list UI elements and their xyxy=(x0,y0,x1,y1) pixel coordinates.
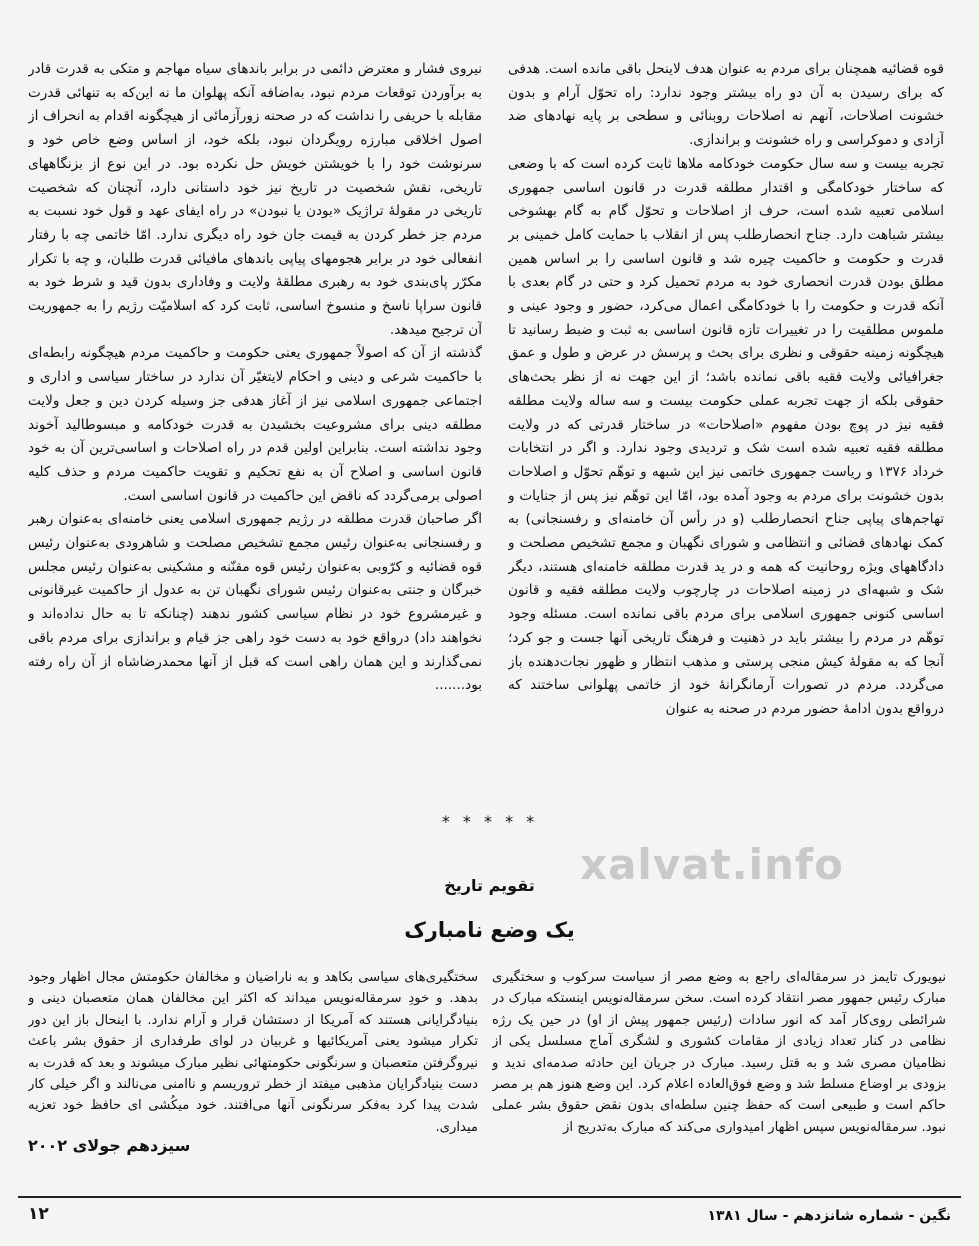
section-column-right: نیویورک تایمز در سرمقاله‌ای راجع به وضع مصر از سیاست سرکوب و سختگیری مبارک رئیس جمهور مصر انتقاد کرده است. سخن سرمقاله‌نویس اینستکه مبارک در شرائطی روی‌کار آمد که انور سادات (رئیس جمهور پیش از او) در حین یک رژه نظامی در کنار تعداد زیادی از مقامات کشوری و لشگری آماج مسلسل یکی از نظامیان مصری شد و به قتل رسید. مبارک در جریان این حادثه صدمه‌ای ندید و بزودی بر اوضاع مسلط شد و وضع فوق‌العاده اعلام کرد. این وضع هنوز هم بر مصر حاکم است و طبیعی است که حفظ چنین سلطه‌ای بدون نقض حقوق بشر عملی نبود. سرمقاله‌نویس سپس اظهار امیدواری می‌کند که مبارک به‌تدریج از xyxy=(492,970,946,1135)
section-headline: یک وضع نامبارک xyxy=(404,918,575,942)
section-column-left: سختگیری‌های سیاسی بکاهد و به ناراضیان و مخالفان حکومتش مجال اظهار وجود بدهد. و خودِ سرمقاله‌نویس میداند که اکثر این مخالفان همان متعصبان دینی و بنیادگرایانی هستند که آمریکا از دستشان قرار و آرام ندارد. با اینحال باز این دور تکرار میشود یعنی آمریکائیها و غربیان در لوای طرفداری از حقوق بشر باعث نیروگرفتن متعصبان و سرنگونی حکومتهائی نظیر مبارک میشوند و بعد که قدرت به دست بنیادگرایان مذهبی میفتد از خطر تروریسم و ناامنی می‌نالند و اگر خیلی کار شدت پیدا کرد به‌فکر سرنگونی آنها می‌افتند. خود میکُشی ای حافظ خود تعزیه میداری. xyxy=(28,970,478,1135)
paragraph: قوه قضائیه همچنان برای مردم به عنوان هدف لاینحل باقی مانده است. هدفی که برای رسیدن به آن دو راه بیشتر وجود ندارد: راه تحوّل آرام و بدون خشونت اصلاحات، آنهم نه اصلاحات روبنائی و سطحی بر پایه نهادهای ضد آزادی و دموکراسی و راه خشونت و براندازی. xyxy=(508,61,944,149)
section-separator: * * * * * xyxy=(441,812,539,831)
section-kicker: تقویم تاریخ xyxy=(444,876,535,895)
paragraph: گذشته از آن که اصولاً جمهوری یعنی حکومت و حاکمیت مردم هیچگونه رابطه‌ای با حاکمیت شرعی و دینی و احکام لایتغیّر آن ندارد در ساختار سیاسی و اداری و اجتماعی جمهوری اسلامی نیز از آغاز هدفی جز وسیله کردن دین و جعل ولایت مطلقه دینی برای مشروعیت بخشیدن به قدرت خودکامه و مبسوطالید آخوند وجود نداشته است. بنابراین اولین قدم در راه اصلاحات و اساسی‌ترین آن به خود قانون اساسی و اصلاح آن به نفع تحکیم و تقویت حاکمیت مردم و حذف کلیه اصولی برمی‌گردد که ناقض این حاکمیت در قانون اساسی است. xyxy=(28,345,482,504)
paragraph: نیروی فشار و معترض دائمی در برابر باندهای سیاه مهاجم و متکی به قدرت قادر به برآوردن توقعات مردم نبود، به‌اضافه آنکه پهلوان ما نه این‌که به تنهائی قدرت مقابله با حریفی را نداشت که در صحنه زورآزمائی از هیچگونه اقدام به انحراف از اصول اخلاقی مبارزه رویگردان نبود، بلکه خود، از اساس وضع خاص خود و سرنوشت خود را با خویشتن خویش حل نکرده بود. در این نوع از بزنگاههای تاریخی، نقش شخصیت در تاریخ نیز خود داستانی دارد، آنچنان که شخصیت تاریخی در مقولهٔ تراژیک «بودن یا نبودن» در راه ایفای عهد و قول خود نسبت به مردم جز خطر کردن به قیمت جان خود راه دیگری ندارد. امّا خاتمی چه با رفتار انفعالی خود در برابر هجومهای پیاپی باندهای مافیائی قدرت طلبان، و چه با تکرار مکرّر پای‌بندی خود به رهبری مطلقهٔ ولایت و وفاداری بدون قید و شرط خود به قانون سراپا ناسخ و منسوخ اساسی، ثابت کرد که اسلامیّت رژیم را به جمهوریت آن ترجیح میدهد. xyxy=(28,61,482,338)
paragraph: تجربه بیست و سه سال حکومت خودکامه ملاها ثابت کرده است که با وضعی که ساختار خودکامگی و اقتدار مطلقه قدرت در قانون اساسی جمهوری اسلامی تعبیه شده است، حرف از اصلاحات و تحوّل گام به گام بهشوخی بیشتر شباهت دارد. جناح انحصارطلب پس از انقلاب با حمایت کامل خمینی بر قدرت و حکومت و حاکمیت چیره شد و قانون اساسی را بر اساس همین مطلق بودن قدرت انحصاری خود به مردم تحمیل کرد و حتی در گام بعدی با آنکه قدرت و حکومت را با خودکامگی اعمال می‌کرد، حضور و وجود عینی و ملموس مطلقیت را در تغییرات تازه قانون اساسی به ثبت و ضبط رسانید تا هیچگونه زمینه حقوقی و نظری برای بحث و پرسش در عرض و طول و عمق جغرافیائی ولایت فقیه باقی نمانده باشد؛ از این جهت نه از نظر بحث‌های حقوقی بلکه از جهت تجربه عملی حکومت بیست و سه ساله ولایت مطلقه فقیه نیز در پوچ بودن مفهوم «اصلاحات» در ساختار قدرتی که در ولایت مطلقه فقیه تعبیه شده است شک و تردیدی وجود ندارد. و اگر در انتخابات خرداد ۱۳۷۶ و ریاست جمهوری خاتمی نیز این شبهه و توهّم تحوّل و اصلاحات بدون خشونت برای مردم به وجود آمده بود، امّا این توهّم نیز پس از جنایات و تهاجم‌های پیاپی جناح انحصارطلب (و در رأس آن خامنه‌ای و رفسنجانی) به کمک نهادهای قضائی و انتظامی و شورای نگهبان و مجمع تشخیص مصلحت و دادگاههای ویژه روحانیت که همه و در ید قدرت مطلقه خامنه‌ای هستند، دیگر شک و شبهه‌ای در زمینه اصلاحات در چارچوب ولایت مطلقه فقیه و قانون اساسی کنونی جمهوری اسلامی برای مردم باقی نمانده است. مسئله وجود توهّم در مردم را بیشتر باید در ذهنیت و فرهنگ تاریخی آنها جست و جو کرد؛ آنجا که به مقولهٔ کیش منجی پرستی و مذهب انتظار و ظهور نجات‌دهنده باز می‌گردد. مردم در تصورات آرمانگرانهٔ خود از خاتمی پهلوانی ساختند که درواقع بدون ادامهٔ حضور مردم در صحنه به عنوان xyxy=(508,155,944,717)
footer-divider xyxy=(18,1196,961,1198)
page-number: ۱۲ xyxy=(28,1204,49,1224)
article-column-left xyxy=(28,58,482,818)
watermark: xalvat.info xyxy=(580,840,845,889)
paragraph: اگر صاحبان قدرت مطلقه در رژیم جمهوری اسلامی یعنی خامنه‌ای به‌عنوان رهبر و رفسنجانی به‌عنوان رئیس مجمع تشخیص مصلحت و شاهرودی به‌عنوان رئیس قوه قضائیه و کرّوبی به‌عنوان رئیس قوه مقنّنه و مشکینی به‌عنوان رئیس مجلس خبرگان و جنتی به‌عنوان رئیس شورای نگهبان تن به عدول از حاکمیت غیرقانونی و غیرمشروع خود در نظام سیاسی کشور ندهند (چنانکه تا به حال نداده‌اند و نخواهند داد) درواقع خود به دست خود راهی جز قیام و براندازی برای مردم باقی نمی‌گذارند و این همان راهی است که قبل از آنها محمدرضاشاه از آن راه رفته بود....... xyxy=(28,511,482,694)
footer-issue: نگین - شماره شانزدهم - سال ۱۳۸۱ xyxy=(707,1208,951,1224)
article-column-right xyxy=(508,58,944,818)
dateline: سیزدهم جولای ۲۰۰۲ xyxy=(28,1136,191,1155)
